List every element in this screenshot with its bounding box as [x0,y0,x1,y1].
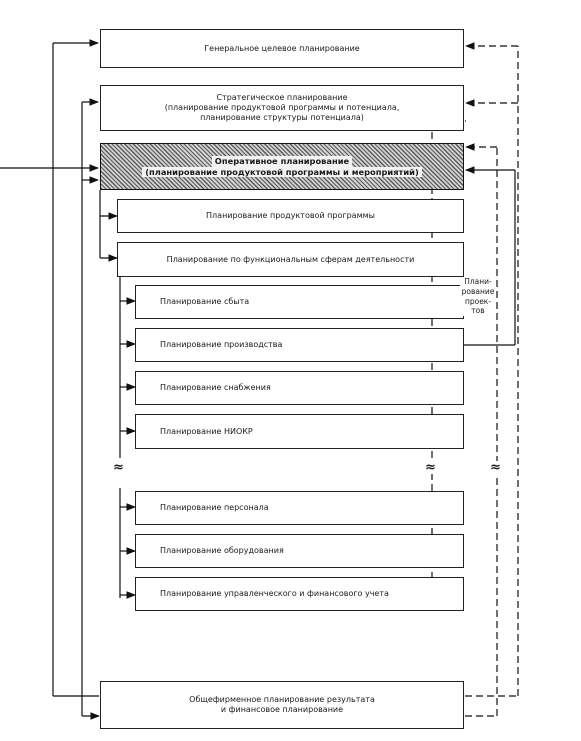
product-program-label: Планирование продуктовой программы [206,211,375,220]
supply-planning-box [135,371,464,405]
accounting-planning-label: Планирование управленческого и финансового учета [160,589,389,598]
corporate-planning-box [100,681,464,729]
functional-planning-box [117,242,464,277]
approx-symbol-middle: ≈ [425,460,436,475]
projects-planning-label: Плани- рование проек- тов [461,277,495,316]
rnd-planning-box [135,414,464,449]
general-planning-box [100,29,464,68]
approx-symbol-right: ≈ [490,460,501,475]
strategic-planning-box [100,85,464,131]
general-planning-label: Генеральное целевое планирование [204,43,360,53]
approx-symbol-left: ≈ [113,460,124,475]
production-planning-box [135,328,464,362]
corporate-line-1: Общефирменное планирование результата [189,695,375,704]
functional-planning-label: Планирование по функциональным сферам деятельности [166,254,415,264]
sales-planning-box [135,285,464,319]
accounting-planning-box [135,577,464,611]
supply-planning-label: Планирование снабжения [160,383,271,392]
strategic-line-2: (планирование продуктовой программы и потенциала, [164,103,400,112]
strategic-title: Стратегическое планирование [216,93,348,102]
product-program-box [117,199,464,233]
strategic-line-3: планирование структуры потенциала) [200,113,364,122]
equipment-planning-box [135,534,464,568]
operative-title: Оперативное планирование [212,156,352,166]
personnel-planning-label: Планирование персонала [160,503,269,512]
operative-line-2: (планирование продуктовой программы и мероприятий) [142,167,422,177]
corporate-line-2: и финансовое планирование [220,705,344,714]
operative-planning-box [100,143,464,190]
equipment-planning-label: Планирование оборудования [160,546,284,555]
personnel-planning-box [135,491,464,525]
production-planning-label: Планирование производства [160,340,283,349]
sales-planning-label: Планирование сбыта [160,297,250,306]
rnd-planning-label: Планирование НИОКР [160,426,253,436]
